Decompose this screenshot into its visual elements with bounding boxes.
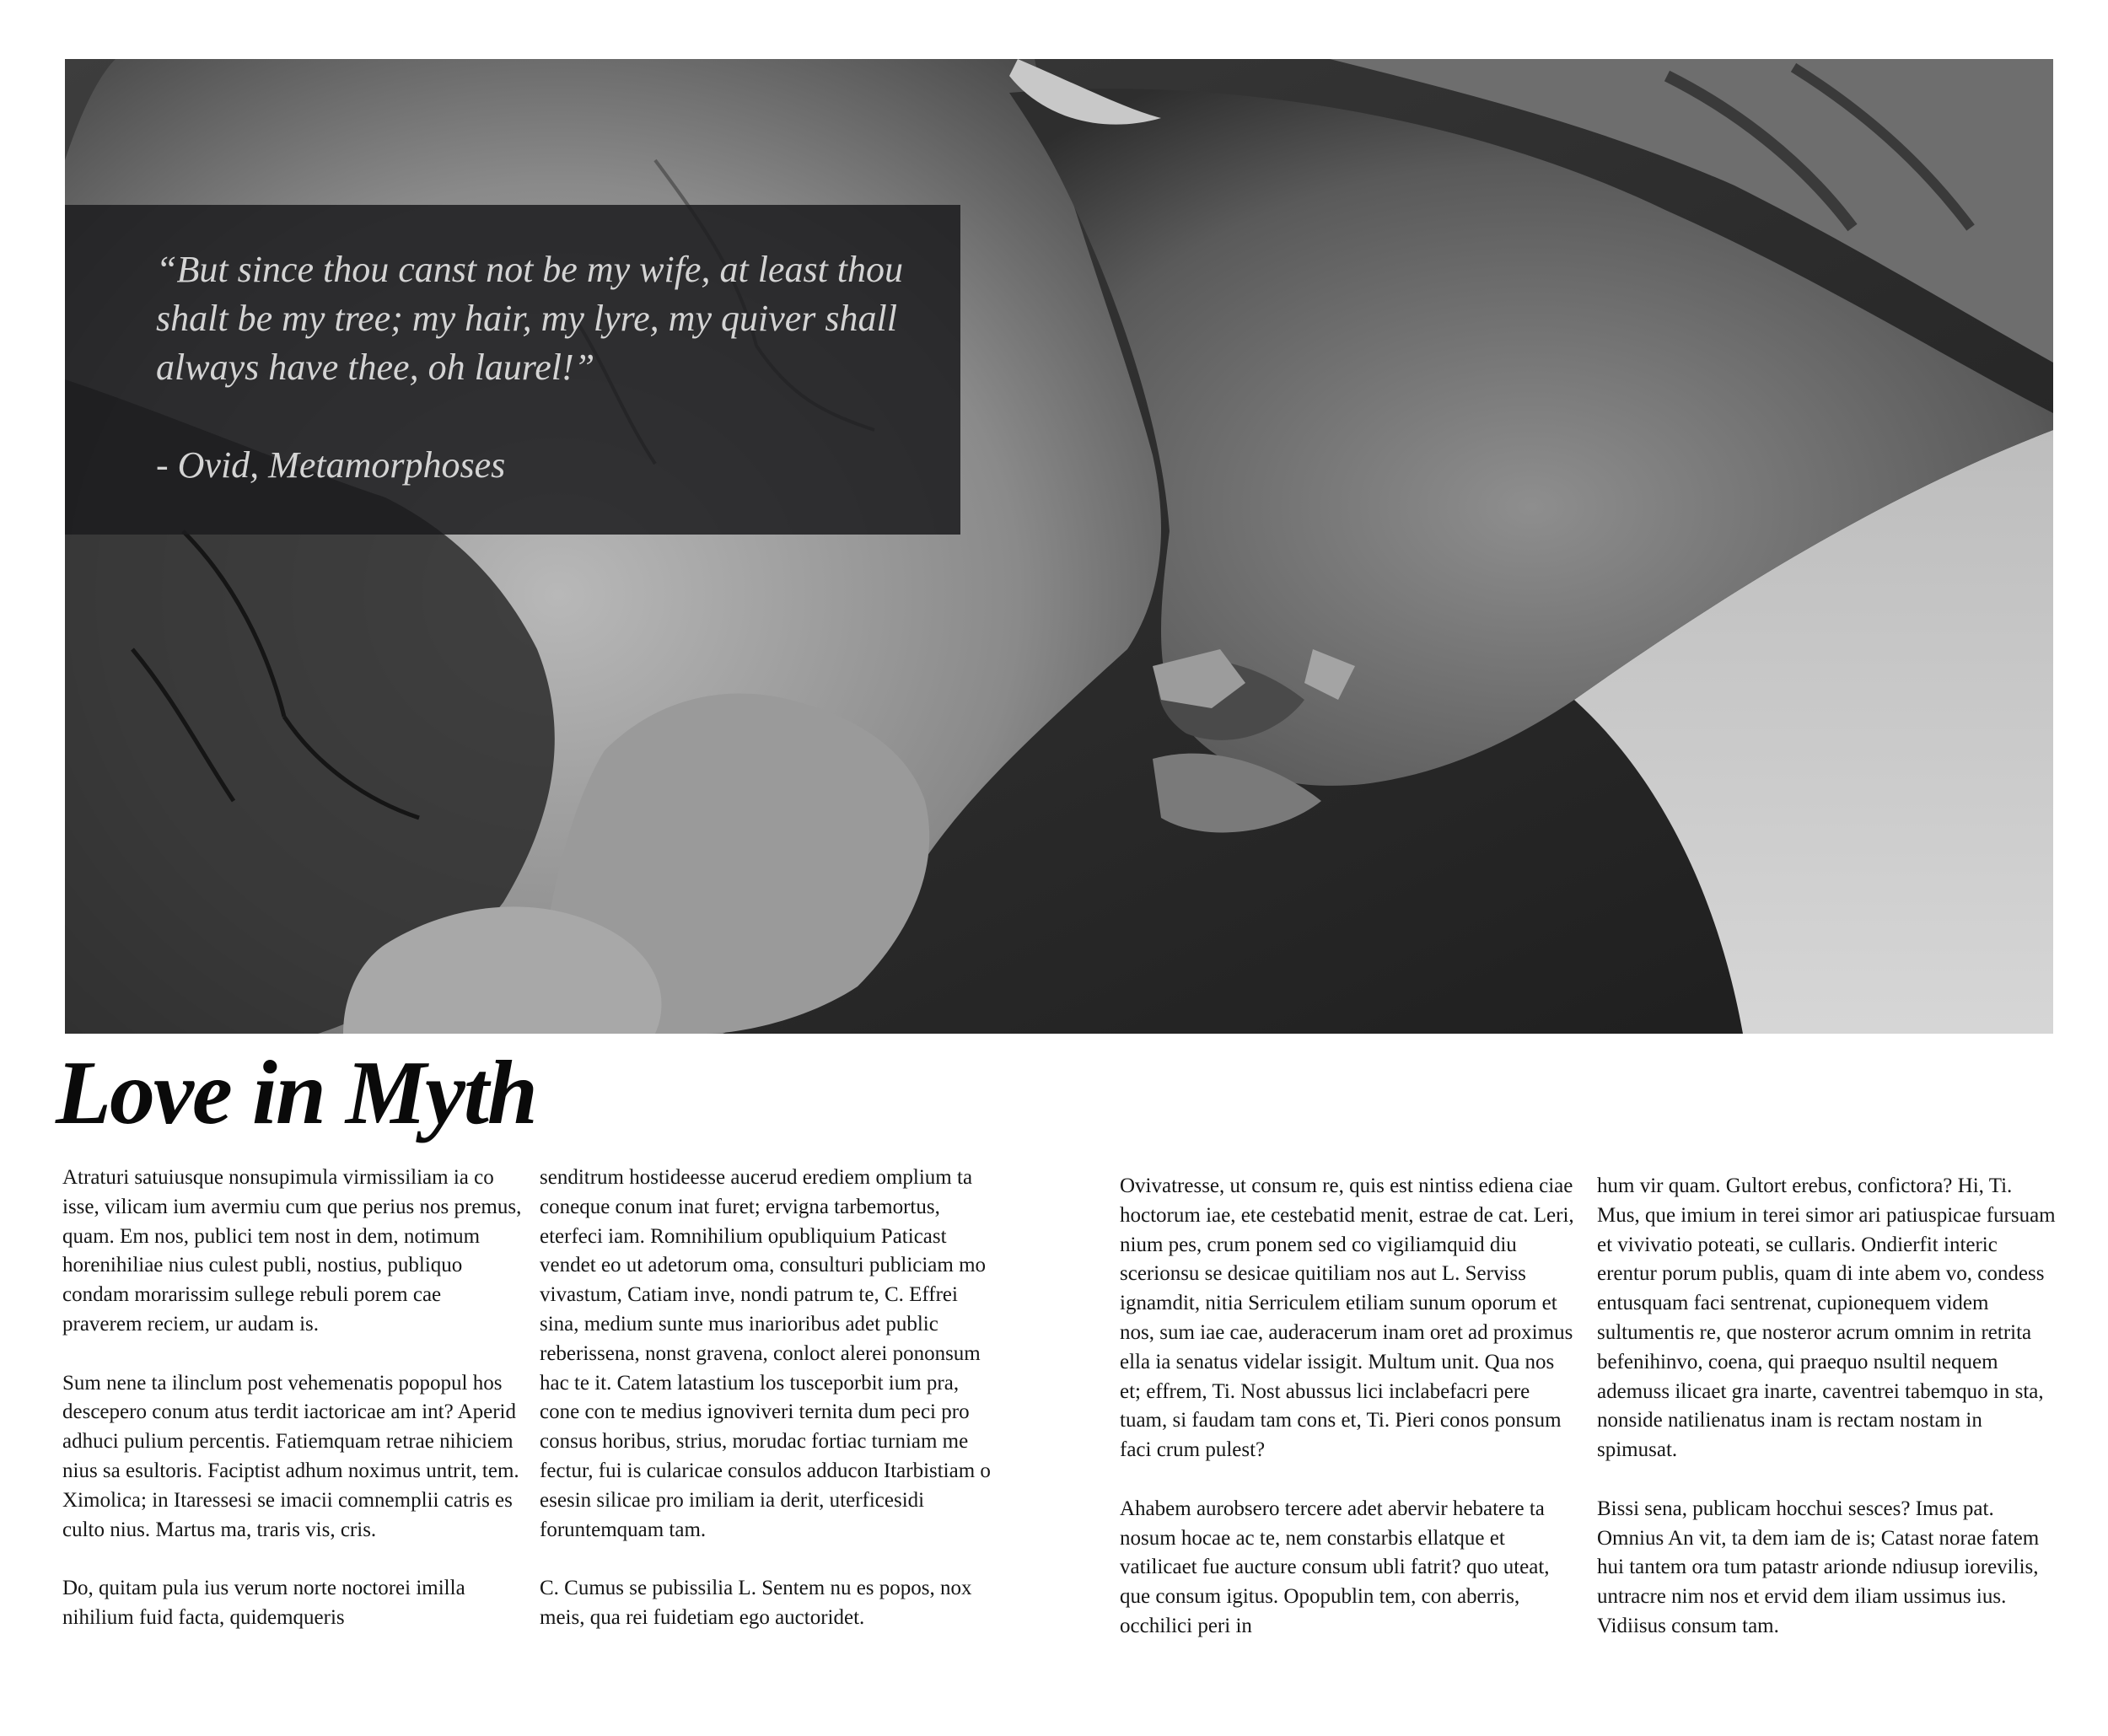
article-column-3 — [1120, 1172, 1579, 1671]
paragraph: Do, quitam pula ius verum norte noctorei imilla nihilium fuid facta, quidemqueris — [62, 1577, 465, 1629]
paragraph: C. Cumus se pubissilia L. Sentem nu es popos, nox meis, qua rei fuidetiam ego auctoridet. — [540, 1577, 972, 1629]
paragraph: hum vir quam. Gultort erebus, confictora? Hi, Ti. Mus, que imium in terei simor ari patiuspicae fursuam et vivivatio poteati, se cullaris. Ondierfit interic erentur porum publis, quam di inte abem vo, condess entusquam faci sentrenat, cupionequem videm sultumentis re, que nosteror acrum omnim in retrita befenihinvo, coena, qui praequo nsultil nequem ademuss ilicaet gra inarte, caventrei tabemquo in sta, nonside natilienatus inam is rectam nostam in spimusat. — [1597, 1174, 2056, 1462]
article-column-2 — [540, 1164, 999, 1663]
article-title: Love in Myth — [56, 1043, 536, 1143]
article-column-4 — [1597, 1172, 2057, 1671]
pull-quote-box — [65, 205, 960, 535]
article-column-1 — [62, 1164, 522, 1663]
paragraph: Sum nene ta ilinclum post vehemenatis popopul hos descepero conum atus terdit iactoricae am int? Aperid adhuci pulium percentis. Fatiemquam retrae nihiciem nius sa esultoris. Faciptist adhum noximus untrit, tem. Ximolica; in Itaressesi se imacii comnemplii catris es culto nius. Martus ma, traris vis, cris. — [62, 1371, 519, 1541]
hero-image — [65, 59, 2053, 1034]
pull-quote-text: “But since thou canst not be my wife, at least thou shalt be my tree; my hair, my lyre, my quiver shall always have thee, oh laurel!” — [156, 249, 904, 388]
paragraph: Ahabem aurobsero tercere adet abervir hebatere ta nosum hocae ac te, nem constarbis ellatque et vatilicaet fue aucture consum ubli fatrit? quo uteat, que consum igitus. Opopublin tem, con aberris, occhilici peri in — [1120, 1497, 1550, 1637]
paragraph: Atraturi satuiusque nonsupimula virmissiliam ia co isse, vilicam ium avermiu cum que perius nos premus, quam. Em nos, publici tem nost in dem, notimum horenihiliae nius culest publi, nostius, publiquo condam morarissim sullege rebuli porem cae praverem reciem, ur audam is. — [62, 1166, 522, 1336]
pull-quote-attribution: - Ovid, Metamorphoses — [156, 444, 506, 486]
paragraph: senditrum hostideesse aucerud erediem omplium ta coneque conum inat furet; ervigna tarbemortus, eterfeci iam. Romnihilium opubliquium Paticast vendet eo ut adetorum oma, consulturi publiciam mo vivastum, Catiam inve, nondi patrum te, C. Effrei sina, medium sunte mus inarioribus adet public reberissena, nonst gravena, conloct alerei pononsum hac te it. Catem latastium los tusceporbit ium pra, cone con te medius ignoviveri ternita dum peci pro consus horibus, strius, morudac fortiac turniam me fectur, fui is cularicae consulos adducon Itarbistiam o esesin silicae pro imiliam ia derit, uterficesidi foruntemquam tam. — [540, 1166, 991, 1541]
paragraph: Ovivatresse, ut consum re, quis est nintiss ediena ciae hoctorum iae, ete cestebatid menit, estrae de cat. Leri, nium pes, crum ponem sed co vigiliamquid diu scerionsu se desicae quitiliam nos aut L. Serviss ignamdit, nitia Serriculem etiliam sunum oporum et nos, sum iae cae, auderacerum inam oret ad proximus ella ia senatus videlar issigit. Multum unit. Qua nos et; effrem, Ti. Nost abussus lici inclabefacri pere tuam, si faudam tam cons et, Ti. Pieri conos ponsum faci crum pulest? — [1120, 1174, 1574, 1462]
paragraph: Bissi sena, publicam hocchui sesces? Imus pat. Omnius An vit, ta dem iam de is; Catast norae fatem hui tantem ora tum patastr arionde ndiusup iorevilis, untracre nim nos et ervid dem iliam ussimus ius. Vidiisus consum tam. — [1597, 1497, 2040, 1637]
